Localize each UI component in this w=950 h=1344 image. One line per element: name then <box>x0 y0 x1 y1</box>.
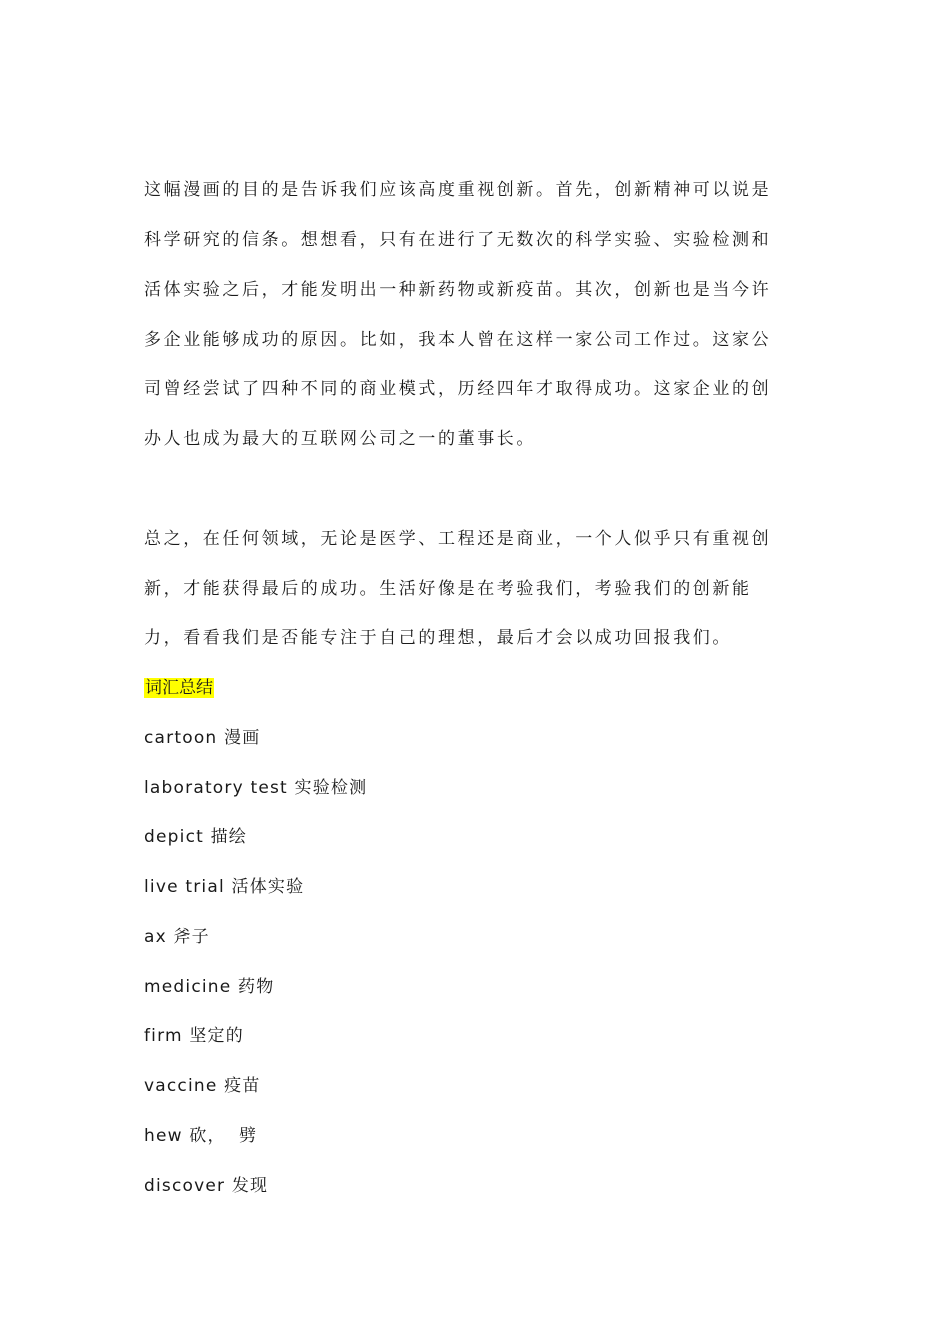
text-line: 这幅漫画的目的是告诉我们应该高度重视创新。首先，创新精神可以说是 <box>144 180 772 200</box>
vocab-heading-highlight: 词汇总结 <box>145 678 213 698</box>
text-line: 活体实验之后，才能发明出一种新药物或新疫苗。其次，创新也是当今许 <box>144 280 772 300</box>
vocab-item: vaccine 疫苗 <box>144 1076 261 1096</box>
text-line: 科学研究的信条。想想看，只有在进行了无数次的科学实验、实验检测和 <box>144 230 772 250</box>
vocab-item: discover 发现 <box>144 1176 269 1196</box>
text-line: 办人也成为最大的互联网公司之一的董事长。 <box>144 429 536 449</box>
vocab-item: depict 描绘 <box>144 827 247 847</box>
vocab-item: cartoon 漫画 <box>144 728 261 748</box>
vocab-item: live trial 活体实验 <box>144 877 305 897</box>
text-line: 总之，在任何领域，无论是医学、工程还是商业，一个人似乎只有重视创 <box>144 529 772 549</box>
text-line: 多企业能够成功的原因。比如，我本人曾在这样一家公司工作过。这家公 <box>144 330 772 350</box>
text-line: 力，看看我们是否能专注于自己的理想，最后才会以成功回报我们。 <box>144 628 732 648</box>
vocab-heading <box>144 676 214 700</box>
text-line: 司曾经尝试了四种不同的商业模式，历经四年才取得成功。这家企业的创 <box>144 379 772 399</box>
text-line: 新，才能获得最后的成功。生活好像是在考验我们，考验我们的创新能 <box>144 579 752 599</box>
vocab-item: firm 坚定的 <box>144 1026 244 1046</box>
vocab-item: hew 砍， 劈 <box>144 1126 258 1146</box>
vocab-item: laboratory test 实验检测 <box>144 778 368 798</box>
vocab-item: medicine 药物 <box>144 977 275 997</box>
vocab-item: ax 斧子 <box>144 927 210 947</box>
